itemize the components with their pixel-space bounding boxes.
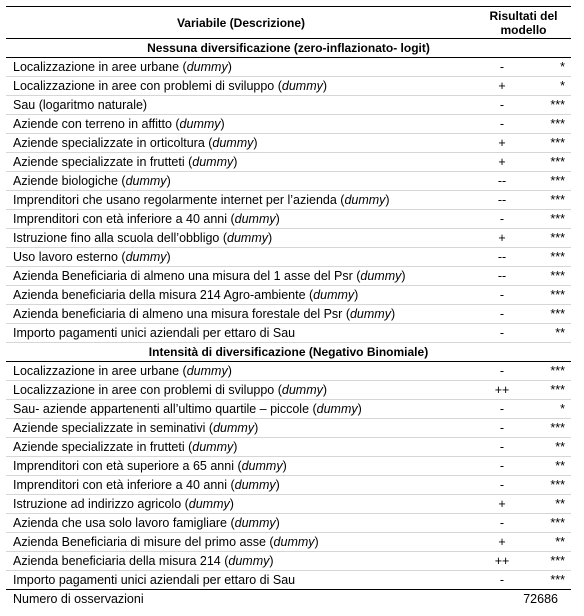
table-row: [6, 438, 571, 457]
variable-cell: [6, 153, 476, 172]
closing-paren: ): [229, 497, 234, 511]
variable-cell: [6, 514, 476, 533]
result-cell: [476, 267, 571, 286]
table-row: [6, 552, 571, 571]
significance-stars: **: [555, 326, 565, 340]
table-row: [6, 210, 571, 229]
significance-stars: ***: [550, 364, 565, 378]
significance-stars: **: [555, 459, 565, 473]
effect-sign: -: [499, 326, 505, 340]
variable-cell: [6, 229, 476, 248]
variable-cell: [6, 77, 476, 96]
section-title: Intensità di diversificazione (Negativo Binomiale): [6, 343, 571, 362]
variable-label: Azienda Beneficiaria di almeno una misura del 1 asse del Psr (: [13, 269, 361, 283]
dummy-tag: dummy: [179, 117, 221, 131]
effect-sign: -: [499, 307, 505, 321]
variable-cell: [6, 400, 476, 419]
significance-stars: ***: [550, 307, 565, 321]
closing-paren: ): [275, 478, 280, 492]
result-cell: [476, 248, 571, 267]
variable-label: Sau (logaritmo naturale): [13, 98, 148, 112]
results-table-container: [6, 6, 571, 608]
variable-label: Azienda Beneficiaria di misure del primo asse (: [13, 535, 274, 549]
effect-sign: --: [497, 269, 507, 283]
table-row: [6, 381, 571, 400]
column-header-results: [476, 7, 571, 39]
dummy-tag: dummy: [234, 212, 276, 226]
significance-stars: *: [560, 60, 565, 74]
effect-sign: +: [498, 535, 506, 549]
table-row: [6, 134, 571, 153]
table-row: [6, 476, 571, 495]
closing-paren: ): [166, 174, 171, 188]
variable-label: Azienda beneficiaria della misura 214 Agro-ambiente (: [13, 288, 314, 302]
effect-sign: -: [499, 98, 505, 112]
table-row: [6, 305, 571, 324]
table-row: [6, 495, 571, 514]
dummy-tag: dummy: [186, 364, 228, 378]
variable-cell: [6, 96, 476, 115]
effect-sign: -: [499, 288, 505, 302]
table-body: [6, 39, 571, 609]
significance-stars: ***: [550, 573, 565, 587]
result-cell: [476, 495, 571, 514]
variable-cell: [6, 267, 476, 286]
significance-stars: **: [555, 440, 565, 454]
result-cell: [476, 96, 571, 115]
result-cell: [476, 172, 571, 191]
result-cell: [476, 134, 571, 153]
closing-paren: ): [220, 117, 225, 131]
result-cell: [476, 58, 571, 77]
table-row: [6, 571, 571, 590]
observations-label: Numero di osservazioni: [13, 592, 144, 606]
result-cell: [476, 571, 571, 590]
section-header-row: [6, 343, 571, 362]
closing-paren: ): [227, 364, 232, 378]
significance-stars: ***: [550, 117, 565, 131]
variable-cell: [6, 58, 476, 77]
variable-label: Imprenditori che usano regolarmente internet per l’azienda (: [13, 193, 345, 207]
variable-cell: [6, 210, 476, 229]
dummy-tag: dummy: [234, 516, 276, 530]
variable-label: Azienda che usa solo lavoro famigliare (: [13, 516, 235, 530]
closing-paren: ): [166, 250, 171, 264]
variable-label: Aziende specializzate in frutteti (: [13, 155, 193, 169]
significance-stars: ***: [550, 288, 565, 302]
significance-stars: **: [555, 535, 565, 549]
table-row: [6, 400, 571, 419]
variable-cell: [6, 571, 476, 590]
variable-label: Localizzazione in aree urbane (: [13, 60, 187, 74]
effect-sign: -: [499, 478, 505, 492]
dummy-tag: dummy: [313, 288, 355, 302]
effect-sign: -: [499, 117, 505, 131]
significance-stars: *: [560, 402, 565, 416]
effect-sign: -: [499, 60, 505, 74]
effect-sign: ++: [494, 554, 510, 568]
variable-label: Localizzazione in aree con problemi di sviluppo (: [13, 79, 282, 93]
table-row: [6, 362, 571, 381]
effect-sign: -: [499, 440, 505, 454]
closing-paren: ): [275, 212, 280, 226]
closing-paren: ): [314, 535, 319, 549]
table-row: [6, 533, 571, 552]
variable-cell: [6, 362, 476, 381]
effect-sign: -: [499, 573, 505, 587]
effect-sign: -: [499, 212, 505, 226]
effect-sign: +: [498, 231, 506, 245]
closing-paren: ): [322, 383, 328, 397]
table-header-row: [6, 7, 571, 39]
variable-label: Azienda beneficiaria della misura 214 (: [13, 554, 229, 568]
variable-label: Imprenditori con età inferiore a 40 anni (: [13, 478, 235, 492]
variable-label: Aziende specializzate in orticoltura (: [13, 136, 213, 150]
variable-cell: [6, 552, 476, 571]
variable-label: Istruzione ad indirizzo agricolo (: [13, 497, 189, 511]
result-cell: [476, 153, 571, 172]
significance-stars: ***: [550, 383, 565, 397]
dummy-tag: dummy: [228, 554, 270, 568]
variable-cell: [6, 286, 476, 305]
column-header-results-line2: modello: [500, 22, 547, 37]
variable-label: Sau- aziende appartenenti all’ultimo quartile – piccole (: [13, 402, 317, 416]
table-row: [6, 172, 571, 191]
significance-stars: *: [560, 79, 565, 93]
dummy-tag: dummy: [281, 383, 323, 397]
closing-paren: ): [282, 459, 287, 473]
result-cell: [476, 514, 571, 533]
effect-sign: +: [498, 136, 506, 150]
dummy-tag: dummy: [241, 459, 283, 473]
observations-row: [6, 590, 571, 609]
table-row: [6, 324, 571, 343]
observations-cell: [476, 590, 571, 609]
variable-label: Aziende specializzate in seminativi (: [13, 421, 214, 435]
closing-paren: ): [254, 421, 259, 435]
variable-cell: [6, 115, 476, 134]
closing-paren: ): [253, 136, 258, 150]
significance-stars: ***: [550, 155, 565, 169]
closing-paren: ): [322, 79, 328, 93]
table-row: [6, 191, 571, 210]
variable-label: Aziende con terreno in affitto (: [13, 117, 180, 131]
closing-paren: ): [354, 288, 359, 302]
variable-label: Azienda beneficiaria di almeno una misura forestale del Psr (: [13, 307, 350, 321]
dummy-tag: dummy: [188, 497, 230, 511]
result-cell: [476, 362, 571, 381]
significance-stars: ***: [550, 516, 565, 530]
variable-cell: [6, 324, 476, 343]
variable-cell: [6, 438, 476, 457]
dummy-tag: dummy: [192, 155, 234, 169]
result-cell: [476, 457, 571, 476]
significance-stars: ***: [550, 136, 565, 150]
variable-cell: [6, 476, 476, 495]
closing-paren: ): [357, 402, 362, 416]
effect-sign: +: [498, 497, 506, 511]
variable-label: Localizzazione in aree urbane (: [13, 364, 187, 378]
variable-label: Importo pagamenti unici aziendali per ettaro di Sau: [13, 573, 296, 587]
significance-stars: ***: [550, 478, 565, 492]
result-cell: [476, 533, 571, 552]
dummy-tag: dummy: [125, 174, 167, 188]
effect-sign: -: [499, 364, 505, 378]
dummy-tag: dummy: [316, 402, 358, 416]
table-row: [6, 267, 571, 286]
effect-sign: ++: [494, 383, 510, 397]
variable-label: Localizzazione in aree con problemi di sviluppo (: [13, 383, 282, 397]
result-cell: [476, 77, 571, 96]
significance-stars: ***: [550, 250, 565, 264]
dummy-tag: dummy: [213, 421, 255, 435]
significance-stars: ***: [550, 421, 565, 435]
result-cell: [476, 210, 571, 229]
variable-cell: [6, 419, 476, 438]
effect-sign: -: [499, 402, 505, 416]
table-row: [6, 96, 571, 115]
result-cell: [476, 400, 571, 419]
table-row: [6, 457, 571, 476]
closing-paren: ): [233, 155, 238, 169]
column-header-results-line1: Risultati del: [489, 8, 558, 23]
significance-stars: ***: [550, 269, 565, 283]
dummy-tag: dummy: [273, 535, 315, 549]
table-row: [6, 229, 571, 248]
result-cell: [476, 324, 571, 343]
variable-cell: [6, 172, 476, 191]
result-cell: [476, 419, 571, 438]
closing-paren: ): [269, 554, 274, 568]
effect-sign: --: [497, 174, 507, 188]
variable-label: Aziende biologiche (: [13, 174, 126, 188]
significance-stars: **: [555, 497, 565, 511]
closing-paren: ): [401, 269, 406, 283]
result-cell: [476, 286, 571, 305]
result-cell: [476, 438, 571, 457]
closing-paren: ): [385, 193, 390, 207]
section-header-row: [6, 39, 571, 58]
result-cell: [476, 115, 571, 134]
significance-stars: ***: [550, 98, 565, 112]
result-cell: [476, 191, 571, 210]
effect-sign: --: [497, 193, 507, 207]
effect-sign: -: [499, 459, 505, 473]
result-cell: [476, 552, 571, 571]
significance-stars: ***: [550, 174, 565, 188]
variable-cell: [6, 248, 476, 267]
effect-sign: --: [497, 250, 507, 264]
variable-cell: [6, 305, 476, 324]
dummy-tag: dummy: [227, 231, 268, 245]
variable-label: Imprenditori con età inferiore a 40 anni (: [13, 212, 235, 226]
effect-sign: +: [498, 155, 506, 169]
significance-stars: ***: [550, 554, 565, 568]
significance-stars: ***: [550, 193, 565, 207]
variable-label: Aziende specializzate in frutteti (: [13, 440, 193, 454]
table-row: [6, 419, 571, 438]
variable-cell: [6, 495, 476, 514]
variable-label: Importo pagamenti unici aziendali per ettaro di Sau: [13, 326, 296, 340]
table-row: [6, 115, 571, 134]
dummy-tag: dummy: [234, 478, 276, 492]
observations-value: 72686: [523, 592, 558, 606]
dummy-tag: dummy: [349, 307, 391, 321]
table-row: [6, 153, 571, 172]
dummy-tag: dummy: [281, 79, 323, 93]
table-row: [6, 58, 571, 77]
table-row: [6, 77, 571, 96]
effect-sign: -: [499, 516, 505, 530]
dummy-tag: dummy: [212, 136, 254, 150]
dummy-tag: dummy: [344, 193, 386, 207]
column-header-variable: Variabile (Descrizione): [6, 7, 476, 39]
dummy-tag: dummy: [186, 60, 228, 74]
dummy-tag: dummy: [192, 440, 234, 454]
result-cell: [476, 476, 571, 495]
closing-paren: ): [233, 440, 238, 454]
variable-cell: [6, 381, 476, 400]
results-table: [6, 6, 571, 608]
significance-stars: ***: [550, 212, 565, 226]
section-title: Nessuna diversificazione (zero-inflazionato- logit): [6, 39, 571, 58]
variable-cell: [6, 191, 476, 210]
variable-label: Istruzione fino alla scuola dell’obbligo (: [13, 231, 228, 245]
dummy-tag: dummy: [125, 250, 167, 264]
result-cell: [476, 381, 571, 400]
variable-label: Uso lavoro esterno (: [13, 250, 126, 264]
significance-stars: ***: [550, 231, 565, 245]
closing-paren: ): [390, 307, 396, 321]
table-row: [6, 248, 571, 267]
variable-label: Imprenditori con età superiore a 65 anni (: [13, 459, 242, 473]
result-cell: [476, 229, 571, 248]
closing-paren: ): [227, 60, 232, 74]
closing-paren: ): [268, 231, 273, 245]
effect-sign: -: [499, 421, 505, 435]
closing-paren: ): [275, 516, 280, 530]
table-row: [6, 514, 571, 533]
variable-cell: [6, 533, 476, 552]
dummy-tag: dummy: [360, 269, 402, 283]
variable-cell: [6, 457, 476, 476]
variable-cell: [6, 134, 476, 153]
table-row: [6, 286, 571, 305]
effect-sign: +: [498, 79, 506, 93]
result-cell: [476, 305, 571, 324]
